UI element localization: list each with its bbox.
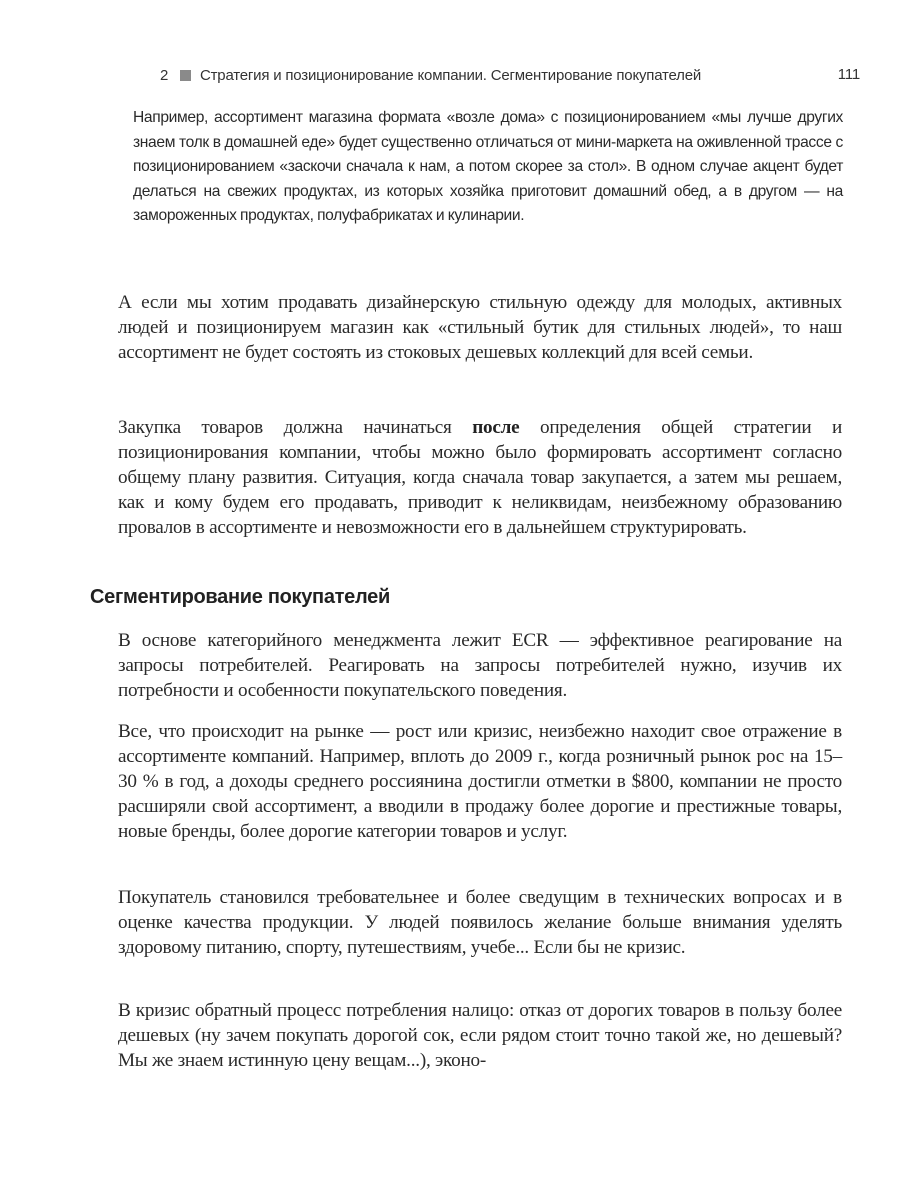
paragraph-market-growth: Все, что происходит на рынке — рост или кризис, неизбежно находит свое отражение в ассортименте компаний. Например, вплоть до 2009 г., когда розничный рынок рос на 15–30 % в год, а доходы среднего россиянина достигли отметки в $800, компании не просто расширяли свой ассортимент, а вводили в продажу более дорогие и престижные товары, новые бренды, более дорогие категории товаров и услуг.: [118, 721, 842, 842]
chapter-number: 2: [160, 67, 169, 84]
emphasis-after: после: [472, 417, 520, 438]
running-title: Стратегия и позиционирование компании. Сегментирование покупателей: [200, 67, 702, 84]
running-header: [160, 67, 860, 87]
paragraph-crisis: В кризис обратный процесс потребления налицо: отказ от дорогих товаров в пользу более дешевых (ну зачем покупать дорогой сок, если рядом стоит точно такой же, но дешевый? Мы же знаем истинную цену вещам...), эконо-: [118, 1000, 842, 1071]
paragraph-demanding-buyer: Покупатель становился требовательнее и более сведущим в технических вопросах и в оценке качества продукции. У людей появилось желание больше внимания уделять здоровому питанию, спорту, путешествиям, учебе... Если бы не кризис.: [118, 887, 842, 958]
section-heading: Сегментирование покупателей: [90, 586, 390, 608]
example-block: Например, ассортимент магазина формата «возле дома» с позиционированием «мы лучше других знаем толк в домашней еде» будет существенно отличаться от мини-маркета на оживленной трассе с позиционированием «заскочи сначала к нам, а потом скорее за стол». В одном случае акцент будет делаться на свежих продуктах, из которых хозяйка приготовит домашний обед, а в другом — на замороженных продуктах, полуфабрикатах и кулинарии.: [133, 109, 843, 225]
paragraph-stylish-boutique: А если мы хотим продавать дизайнерскую стильную одежду для молодых, активных людей и позиционируем магазин как «стильный бутик для стильных людей», то наш ассортимент не будет состоять из стоковых дешевых коллекций для всей семьи.: [118, 292, 842, 363]
paragraph-text-start: Закупка товаров должна начинаться: [118, 417, 473, 438]
paragraph-text-end: определения общей стратегии и позиционирования компании, чтобы можно было формировать ассортимент согласно общему плану развития. Ситуация, когда сначала товар закупается, а затем мы решаем, как и кому будем его продавать, приводит к неликвидам, неизбежному образованию провалов в ассортименте и невозможности его в дальнейшем структурировать.: [118, 417, 842, 538]
paragraph-ecr: В основе категорийного менеджмента лежит ECR — эффективное реагирование на запросы потребителей. Реагировать на запросы потребителей нужно, изучив их потребности и особенности покупательского поведения.: [118, 630, 842, 701]
square-bullet-icon: [180, 70, 191, 81]
paragraph-purchasing: [118, 415, 842, 540]
page-number: 111: [837, 66, 860, 83]
